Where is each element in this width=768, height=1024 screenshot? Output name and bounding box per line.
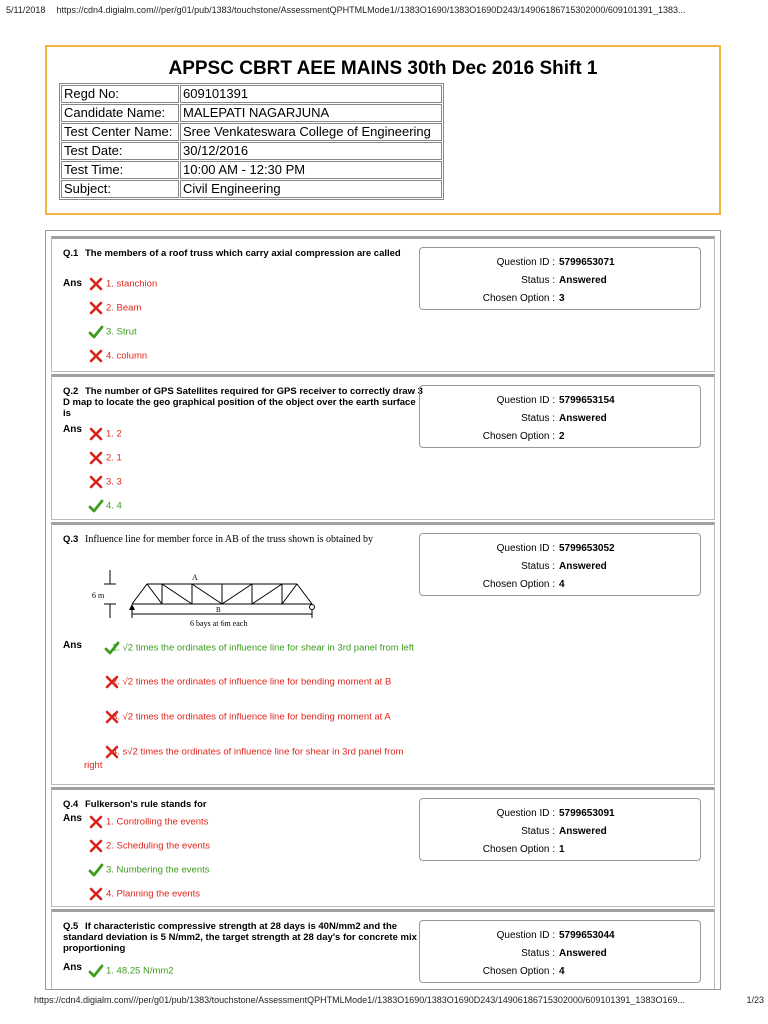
option-4 xyxy=(88,887,422,901)
question-number: Q.5 xyxy=(63,921,79,932)
question-meta-box xyxy=(419,798,701,861)
check-icon xyxy=(88,325,104,339)
status-value: Answered xyxy=(559,826,607,837)
question-meta-box xyxy=(419,247,701,310)
info-label: Subject: xyxy=(61,180,179,198)
option-1 xyxy=(88,964,422,978)
option-text: 3. √2 times the ordinates of influence line for bending moment at A xyxy=(112,711,391,723)
question-meta-box xyxy=(419,533,701,596)
print-date: 5/11/2018 xyxy=(6,5,46,15)
info-value: 609101391 xyxy=(180,85,442,103)
cross-icon xyxy=(94,745,110,759)
cross-icon xyxy=(88,349,104,363)
option-text: 1. 2 xyxy=(106,428,122,440)
status-value: Answered xyxy=(559,275,607,286)
info-row xyxy=(61,104,442,122)
option-text: 2. Scheduling the events xyxy=(106,840,211,852)
info-row xyxy=(61,85,442,103)
status-value: Answered xyxy=(559,561,607,572)
question-text xyxy=(63,386,423,419)
info-label: Test Center Name: xyxy=(61,123,179,141)
check-icon xyxy=(88,863,104,877)
chosen-option-value: 1 xyxy=(559,844,565,855)
check-icon xyxy=(88,499,104,513)
question-panel-1 xyxy=(51,236,715,372)
cross-icon xyxy=(88,277,104,291)
info-label: Test Date: xyxy=(61,142,179,160)
option-text: 3. 3 xyxy=(106,476,122,488)
question-id-value: 5799653154 xyxy=(559,395,615,406)
page-number: 1/23 xyxy=(746,995,764,1005)
ans-label: Ans xyxy=(63,813,82,824)
option-text: 2. √2 times the ordinates of influence line for bending moment at B xyxy=(112,676,392,688)
option-text: 1. √2 times the ordinates of influence line for shear in 3rd panel from left xyxy=(112,642,414,654)
candidate-info-table xyxy=(59,83,444,200)
chosen-option-value: 4 xyxy=(559,966,565,977)
option-3 xyxy=(84,710,420,724)
info-row xyxy=(61,123,442,141)
chosen-option-value: 2 xyxy=(559,431,565,442)
question-number: Q.2 xyxy=(63,386,79,397)
cross-icon xyxy=(94,710,110,724)
status-value: Answered xyxy=(559,413,607,424)
ans-label: Ans xyxy=(63,640,82,651)
cross-icon xyxy=(88,815,104,829)
question-id-value: 5799653091 xyxy=(559,808,615,819)
cross-icon xyxy=(94,675,110,689)
option-3 xyxy=(88,475,422,489)
option-text: 4. s√2 times the ordinates of influence line for shear in 3rd panel from right xyxy=(84,746,404,771)
question-body: Influence line for member force in AB of the truss shown is obtained by xyxy=(85,534,373,545)
question-id-label: Question ID : xyxy=(496,930,555,941)
question-number: Q.3 xyxy=(63,534,79,545)
ans-label: Ans xyxy=(63,962,82,973)
option-text: 4. column xyxy=(106,350,148,362)
cross-icon xyxy=(88,451,104,465)
chosen-option-value: 3 xyxy=(559,293,565,304)
info-value: 10:00 AM - 12:30 PM xyxy=(180,161,442,179)
check-icon xyxy=(88,964,104,978)
question-id-value: 5799653071 xyxy=(559,257,615,268)
status-label: Status : xyxy=(521,275,555,286)
option-2 xyxy=(88,451,422,465)
cross-icon xyxy=(88,301,104,315)
status-label: Status : xyxy=(521,413,555,424)
info-row xyxy=(61,142,442,160)
chosen-option-label: Chosen Option : xyxy=(482,844,555,855)
chosen-option-label: Chosen Option : xyxy=(482,293,555,304)
question-id-label: Question ID : xyxy=(496,808,555,819)
question-body: The number of GPS Satellites required for GPS receiver to correctly draw 3 D map to locate the geo graphical position of the object over the earth surface is xyxy=(63,386,423,419)
question-text xyxy=(63,921,423,954)
option-3 xyxy=(88,863,422,877)
option-text: 1. Controlling the events xyxy=(106,816,209,828)
truss-end-post-right xyxy=(297,584,312,604)
question-panel-2 xyxy=(51,374,715,520)
cross-icon xyxy=(88,887,104,901)
truss-figure xyxy=(92,556,322,628)
info-row xyxy=(61,161,442,179)
info-value: Sree Venkateswara College of Engineering xyxy=(180,123,442,141)
exam-title: APPSC CBRT AEE MAINS 30th Dec 2016 Shift 1 xyxy=(168,58,598,79)
info-label: Regd No: xyxy=(61,85,179,103)
info-value: Civil Engineering xyxy=(180,180,442,198)
truss-end-post-left xyxy=(132,584,147,604)
info-label: Test Time: xyxy=(61,161,179,179)
print-url[interactable]: https://cdn4.digialm.com///per/g01/pub/1383/touchstone/AssessmentQPHTMLMode1//1383O1690/1383O1690D243/14906186715302000/609101391_1383... xyxy=(56,5,686,15)
question-panel-3 xyxy=(51,522,715,785)
option-2 xyxy=(84,675,420,689)
option-text: 2. Beam xyxy=(106,302,142,314)
info-row xyxy=(61,180,442,198)
option-1 xyxy=(88,277,422,291)
truss-label-b: B xyxy=(216,606,221,614)
question-number: Q.1 xyxy=(63,248,79,259)
chosen-option-label: Chosen Option : xyxy=(482,579,555,590)
question-text xyxy=(63,799,423,810)
question-meta-box xyxy=(419,385,701,448)
candidate-info-box xyxy=(45,45,721,215)
status-label: Status : xyxy=(521,561,555,572)
option-4 xyxy=(88,349,422,363)
question-id-label: Question ID : xyxy=(496,257,555,268)
info-label: Candidate Name: xyxy=(61,104,179,122)
option-text: 4. Planning the events xyxy=(106,888,201,900)
option-2 xyxy=(88,839,422,853)
chosen-option-value: 4 xyxy=(559,579,565,590)
option-text: 1. 48.25 N/mm2 xyxy=(106,965,174,977)
check-icon xyxy=(94,641,110,655)
cross-icon xyxy=(88,475,104,489)
option-text: 1. stanchion xyxy=(106,278,158,290)
truss-height-label: 6 m xyxy=(92,591,105,600)
option-4 xyxy=(88,499,422,513)
question-id-label: Question ID : xyxy=(496,395,555,406)
question-id-value: 5799653044 xyxy=(559,930,615,941)
print-header xyxy=(6,5,762,15)
print-footer xyxy=(34,995,764,1005)
cross-icon xyxy=(88,427,104,441)
option-text: 3. Numbering the events xyxy=(106,864,210,876)
option-text: 3. Strut xyxy=(106,326,137,338)
truss-caption: 6 bays at 6m each xyxy=(190,619,248,628)
cross-icon xyxy=(88,839,104,853)
truss-label-a: A xyxy=(192,573,198,582)
ans-label: Ans xyxy=(63,424,82,435)
option-1 xyxy=(84,641,420,655)
question-meta-box xyxy=(419,920,701,983)
question-id-value: 5799653052 xyxy=(559,543,615,554)
ans-label: Ans xyxy=(63,278,82,289)
question-body: If characteristic compressive strength at 28 days is 40N/mm2 and the standard deviation is 5 N/mm2, the target strength at 28 day's for concrete mix proportioning xyxy=(63,921,417,954)
option-text: 4. 4 xyxy=(106,500,122,512)
question-body: The members of a roof truss which carry axial compression are called xyxy=(85,248,401,259)
status-value: Answered xyxy=(559,948,607,959)
question-panel-4 xyxy=(51,787,715,907)
chosen-option-label: Chosen Option : xyxy=(482,966,555,977)
status-label: Status : xyxy=(521,826,555,837)
question-text xyxy=(63,248,423,259)
option-2 xyxy=(88,301,422,315)
question-number: Q.4 xyxy=(63,799,79,810)
question-text xyxy=(63,534,423,545)
option-4 xyxy=(84,745,420,772)
question-panel-5 xyxy=(51,909,715,990)
status-label: Status : xyxy=(521,948,555,959)
question-body: Fulkerson's rule stands for xyxy=(85,799,207,810)
option-3 xyxy=(88,325,422,339)
option-1 xyxy=(88,427,422,441)
option-1 xyxy=(88,815,422,829)
option-text: 2. 1 xyxy=(106,452,122,464)
question-list xyxy=(45,230,721,990)
info-value: MALEPATI NAGARJUNA xyxy=(180,104,442,122)
chosen-option-label: Chosen Option : xyxy=(482,431,555,442)
footer-url[interactable]: https://cdn4.digialm.com///per/g01/pub/1383/touchstone/AssessmentQPHTMLMode1//1383O1690/1383O1690D243/14906186715302000/609101391_1383O169... xyxy=(34,995,685,1005)
info-value: 30/12/2016 xyxy=(180,142,442,160)
question-id-label: Question ID : xyxy=(496,543,555,554)
